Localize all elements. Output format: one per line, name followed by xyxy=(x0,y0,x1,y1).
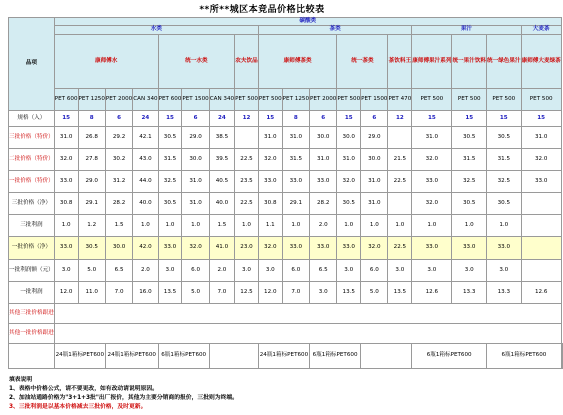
table-cell: 3.0 xyxy=(310,282,337,304)
table-cell: 30.5 xyxy=(158,127,182,149)
table-cell: 7.0 xyxy=(209,282,234,304)
pack-note: 24瓶1箱标PET600 xyxy=(105,344,158,369)
table-cell: 1.5 xyxy=(209,215,234,237)
row-label: 一批价格（特价） xyxy=(9,171,55,193)
table-cell: 30.8 xyxy=(258,193,282,215)
table-cell: 32.0 xyxy=(258,237,282,260)
table-cell: 15 xyxy=(158,111,182,127)
table-cell: 31.0 xyxy=(361,171,388,193)
table-cell: 3.0 xyxy=(158,260,182,282)
row-label: 三批利润 xyxy=(9,215,55,237)
table-cell: 1.0 xyxy=(182,215,209,237)
group-header-barley: 大麦茶 xyxy=(521,26,561,35)
table-cell: 2.0 xyxy=(133,260,158,282)
table-row xyxy=(9,324,563,344)
table-cell: 3.0 xyxy=(388,260,412,282)
table-cell: 6.0 xyxy=(282,260,309,282)
table-cell xyxy=(235,127,259,149)
table-cell: 12 xyxy=(388,111,412,127)
table-cell: 31.5 xyxy=(158,149,182,171)
table-cell: 32.0 xyxy=(182,237,209,260)
table-cell: 31.0 xyxy=(182,193,209,215)
table-cell: 27.8 xyxy=(78,149,105,171)
table-cell: 1.1 xyxy=(258,215,282,237)
table-cell: 29.1 xyxy=(78,193,105,215)
table-cell: 40.5 xyxy=(209,171,234,193)
table-row xyxy=(9,260,563,282)
table-cell: 31.5 xyxy=(282,149,309,171)
pack-note: 24瓶1箱标PET600 xyxy=(54,344,105,369)
table-cell: 1.2 xyxy=(78,215,105,237)
row-label: 三批价格（净） xyxy=(9,193,55,215)
table-cell: 29.0 xyxy=(361,127,388,149)
table-cell: 33.0 xyxy=(158,237,182,260)
table-cell: 1.0 xyxy=(361,215,388,237)
table-cell xyxy=(388,193,412,215)
table-cell: 32.0 xyxy=(337,171,361,193)
table-cell: 7.0 xyxy=(282,282,309,304)
table-cell: 31.0 xyxy=(337,149,361,171)
table-cell: 40.0 xyxy=(209,193,234,215)
table-cell: 6 xyxy=(182,111,209,127)
table-cell: 12.0 xyxy=(54,282,78,304)
table-cell: 30.5 xyxy=(158,193,182,215)
pack-header: PET 2000 xyxy=(105,89,132,111)
table-cell: 30.5 xyxy=(487,127,522,149)
table-cell: 28.2 xyxy=(105,193,132,215)
table-cell: 2.0 xyxy=(209,260,234,282)
table-row xyxy=(9,282,563,304)
sub-header-ksf-water: 康师傅水 xyxy=(54,35,158,89)
sub-header-uni-tea: 统一茶类 xyxy=(337,35,388,89)
pack-header: PET 500 xyxy=(235,89,259,111)
table-cell: 32.0 xyxy=(54,149,78,171)
table-cell: 33.0 xyxy=(282,171,309,193)
pack-note: 24瓶1箱标PET600 xyxy=(258,344,309,369)
table-cell xyxy=(521,237,561,260)
pack-header: PET 1500 xyxy=(182,89,209,111)
table-cell: 32.0 xyxy=(412,193,452,215)
row-label: 一批利润 xyxy=(9,282,55,304)
row-label: 规格（入） xyxy=(9,111,55,127)
table-cell: 2.0 xyxy=(310,215,337,237)
table-cell: 1.0 xyxy=(487,215,522,237)
table-cell: 12.5 xyxy=(235,282,259,304)
table-cell: 33.0 xyxy=(310,171,337,193)
group-header-carbonated: 碳酸类 xyxy=(54,18,561,26)
table-cell: 30.2 xyxy=(105,149,132,171)
table-cell: 32.0 xyxy=(258,149,282,171)
table-cell: 6.0 xyxy=(182,260,209,282)
table-cell: 23.0 xyxy=(235,237,259,260)
table-cell: 26.8 xyxy=(78,127,105,149)
table-cell: 6 xyxy=(361,111,388,127)
pack-note: 6瓶1箱标PET600 xyxy=(310,344,361,369)
pack-header: PET 500 xyxy=(337,89,361,111)
table-cell: 5.0 xyxy=(78,260,105,282)
sub-header-uni-green-juice: 统一绿色果汁 xyxy=(487,35,522,89)
table-cell: 12.0 xyxy=(258,282,282,304)
table-cell: 30.0 xyxy=(310,127,337,149)
pack-header: PET 1250 xyxy=(282,89,309,111)
table-cell-empty xyxy=(54,324,561,344)
table-cell-empty xyxy=(561,344,562,369)
table-cell: 22.5 xyxy=(388,171,412,193)
pack-note: 6瓶1箱标PET600 xyxy=(487,344,562,369)
table-cell: 16.0 xyxy=(133,282,158,304)
table-cell: 33.0 xyxy=(258,171,282,193)
table-cell: 1.0 xyxy=(388,215,412,237)
table-row xyxy=(9,127,563,149)
table-cell: 38.5 xyxy=(209,127,234,149)
table-cell: 33.0 xyxy=(54,237,78,260)
table-cell: 1.0 xyxy=(412,215,452,237)
corner-header: 品项 xyxy=(9,18,55,111)
table-row xyxy=(9,193,563,215)
table-cell: 22.5 xyxy=(235,149,259,171)
table-row-highlighted xyxy=(9,237,563,260)
pack-header: PET 500 xyxy=(412,89,452,111)
table-cell: 15 xyxy=(487,111,522,127)
pack-header: PET 500 xyxy=(452,89,487,111)
price-comparison-table xyxy=(8,17,563,369)
table-cell: 33.0 xyxy=(337,237,361,260)
table-cell: 3.0 xyxy=(412,260,452,282)
table-cell xyxy=(521,260,561,282)
table-cell: 1.0 xyxy=(54,215,78,237)
table-cell: 21.5 xyxy=(388,149,412,171)
table-cell: 32.5 xyxy=(452,171,487,193)
table-cell: 12 xyxy=(235,111,259,127)
table-cell: 29.2 xyxy=(105,127,132,149)
table-cell: 8 xyxy=(78,111,105,127)
pack-header: PET 500 xyxy=(258,89,282,111)
table-cell: 7.0 xyxy=(105,282,132,304)
table-cell: 3.0 xyxy=(258,260,282,282)
pack-header: PET 470 xyxy=(388,89,412,111)
table-cell: 32.0 xyxy=(521,149,561,171)
table-cell: 30.0 xyxy=(105,237,132,260)
table-cell: 1.0 xyxy=(235,215,259,237)
table-cell: 3.0 xyxy=(487,260,522,282)
row-label: 一批价格（净） xyxy=(9,237,55,260)
table-cell xyxy=(521,193,561,215)
table-cell: 5.0 xyxy=(182,282,209,304)
sub-header-nongfu: 农夫饮品 xyxy=(235,35,259,89)
group-header-juice: 果汁 xyxy=(412,26,521,35)
pack-header: CAN 340 xyxy=(209,89,234,111)
table-cell: 13.5 xyxy=(388,282,412,304)
table-cell: 12.6 xyxy=(412,282,452,304)
pack-header: PET 500 xyxy=(521,89,561,111)
table-cell: 44.0 xyxy=(133,171,158,193)
page-title: **所**城区本竞品价格比较表 xyxy=(199,5,325,15)
table-cell: 24 xyxy=(133,111,158,127)
table-cell: 29.0 xyxy=(182,127,209,149)
table-cell: 13.5 xyxy=(158,282,182,304)
table-cell: 15 xyxy=(521,111,561,127)
sub-header-ksf-barley: 康师傅大麦绿茶 xyxy=(521,35,561,89)
row-label: 一批利润额（元） xyxy=(9,260,55,282)
table-cell: 6.5 xyxy=(310,260,337,282)
table-cell: 33.0 xyxy=(310,237,337,260)
table-cell: 30.0 xyxy=(337,127,361,149)
table-row-notes xyxy=(9,344,563,369)
table-cell: 32.5 xyxy=(487,171,522,193)
pack-header: PET 500 xyxy=(487,89,522,111)
sub-header-ksf-tea: 康师傅茶类 xyxy=(258,35,336,89)
table-cell: 1.0 xyxy=(337,215,361,237)
table-cell: 3.0 xyxy=(337,260,361,282)
pack-header: CAN 340 xyxy=(133,89,158,111)
table-cell: 41.0 xyxy=(209,237,234,260)
table-cell: 33.0 xyxy=(452,237,487,260)
table-cell: 13.3 xyxy=(487,282,522,304)
table-cell: 3.0 xyxy=(54,260,78,282)
table-cell: 28.2 xyxy=(310,193,337,215)
table-cell: 31.0 xyxy=(361,193,388,215)
table-cell xyxy=(388,127,412,149)
table-cell: 30.5 xyxy=(452,193,487,215)
row-label-empty xyxy=(9,344,55,369)
row-label: 其他三批价格跟进 xyxy=(9,304,55,324)
table-cell: 22.5 xyxy=(235,193,259,215)
table-cell: 33.0 xyxy=(521,171,561,193)
table-cell: 33.0 xyxy=(487,237,522,260)
table-cell-empty xyxy=(209,344,258,369)
instruction-line: 1、表格中价格公式，请不要更改，如有改动请说明原因。 xyxy=(9,386,158,392)
sub-header-uni-water: 统一水类 xyxy=(158,35,235,89)
table-cell: 31.0 xyxy=(54,127,78,149)
table-cell: 30.8 xyxy=(54,193,78,215)
sub-header-uni-juice: 统一果汁饮料 xyxy=(452,35,487,89)
table-cell: 23.5 xyxy=(235,171,259,193)
table-cell: 1.0 xyxy=(452,215,487,237)
table-cell xyxy=(521,215,561,237)
table-cell: 31.5 xyxy=(452,149,487,171)
table-cell: 6 xyxy=(310,111,337,127)
table-cell: 31.5 xyxy=(487,149,522,171)
table-cell: 3.0 xyxy=(452,260,487,282)
table-cell: 31.0 xyxy=(412,127,452,149)
table-cell: 15 xyxy=(54,111,78,127)
pack-header: PET 1500 xyxy=(361,89,388,111)
pack-note: 6瓶1箱标PET600 xyxy=(412,344,487,369)
table-cell: 32.0 xyxy=(412,149,452,171)
table-cell: 33.0 xyxy=(54,171,78,193)
table-cell: 31.0 xyxy=(182,171,209,193)
table-cell: 3.0 xyxy=(235,260,259,282)
table-cell-empty xyxy=(361,344,412,369)
table-cell: 31.0 xyxy=(521,127,561,149)
table-cell: 33.0 xyxy=(282,237,309,260)
pack-header: PET 2000 xyxy=(310,89,337,111)
table-cell: 6 xyxy=(105,111,132,127)
table-cell: 15 xyxy=(258,111,282,127)
row-label: 三批价格（特价） xyxy=(9,127,55,149)
group-header-tea: 茶类 xyxy=(258,26,411,35)
table-cell: 30.5 xyxy=(487,193,522,215)
table-cell: 32.5 xyxy=(158,171,182,193)
pack-header: PET 600 xyxy=(158,89,182,111)
table-cell: 32.0 xyxy=(361,237,388,260)
table-cell: 31.0 xyxy=(310,149,337,171)
table-cell: 5.0 xyxy=(361,282,388,304)
table-cell: 15 xyxy=(452,111,487,127)
table-cell: 29.0 xyxy=(78,171,105,193)
table-row xyxy=(9,215,563,237)
table-cell: 15 xyxy=(337,111,361,127)
table-cell: 33.0 xyxy=(412,171,452,193)
table-cell: 43.0 xyxy=(133,149,158,171)
table-row xyxy=(9,149,563,171)
table-cell: 39.5 xyxy=(209,149,234,171)
row-label: 二批价格（特价） xyxy=(9,149,55,171)
table-cell: 31.2 xyxy=(105,171,132,193)
table-cell: 22.5 xyxy=(388,237,412,260)
table-cell: 12.6 xyxy=(521,282,561,304)
table-cell: 1.0 xyxy=(133,215,158,237)
table-cell: 31.0 xyxy=(282,127,309,149)
table-cell: 11.0 xyxy=(78,282,105,304)
table-cell: 6.0 xyxy=(361,260,388,282)
table-row xyxy=(9,171,563,193)
table-cell: 30.5 xyxy=(78,237,105,260)
table-cell: 30.0 xyxy=(361,149,388,171)
pack-header: PET 600 xyxy=(54,89,78,111)
instruction-line: 2、加油站通路价格为"3+1+3批"出厂报价，其他为主要分销商的报价，三批则为终端。 xyxy=(9,395,238,401)
table-cell: 13.5 xyxy=(337,282,361,304)
table-cell: 30.5 xyxy=(452,127,487,149)
instruction-line: 3、三批利润是以基本价格减去三批价格，及时更新。 xyxy=(9,404,147,410)
table-cell: 29.1 xyxy=(282,193,309,215)
group-header-water: 水类 xyxy=(54,26,258,35)
table-cell: 33.0 xyxy=(412,237,452,260)
table-cell: 1.0 xyxy=(282,215,309,237)
table-cell: 30.5 xyxy=(337,193,361,215)
pack-note: 6瓶1箱标PET600 xyxy=(158,344,209,369)
table-cell: 42.0 xyxy=(133,237,158,260)
table-cell: 40.0 xyxy=(133,193,158,215)
table-cell: 13.3 xyxy=(452,282,487,304)
row-label: 其他一批价格跟进 xyxy=(9,324,55,344)
table-row xyxy=(9,304,563,324)
instructions xyxy=(9,376,238,412)
table-cell: 1.5 xyxy=(105,215,132,237)
sub-header-tea-king: 茶饮料王 xyxy=(388,35,412,89)
table-cell-empty xyxy=(54,304,561,324)
table-cell: 15 xyxy=(412,111,452,127)
pack-header: PET 1250 xyxy=(78,89,105,111)
table-cell: 30.0 xyxy=(182,149,209,171)
sub-header-ksf-juice: 康师傅果汁系列 xyxy=(412,35,452,89)
instructions-heading: 填表说明 xyxy=(9,377,33,383)
table-cell: 1.0 xyxy=(158,215,182,237)
table-cell: 6.5 xyxy=(105,260,132,282)
table-cell: 42.1 xyxy=(133,127,158,149)
table-cell: 31.0 xyxy=(258,127,282,149)
table-row xyxy=(9,111,563,127)
table-cell: 24 xyxy=(209,111,234,127)
table-cell: 8 xyxy=(282,111,309,127)
